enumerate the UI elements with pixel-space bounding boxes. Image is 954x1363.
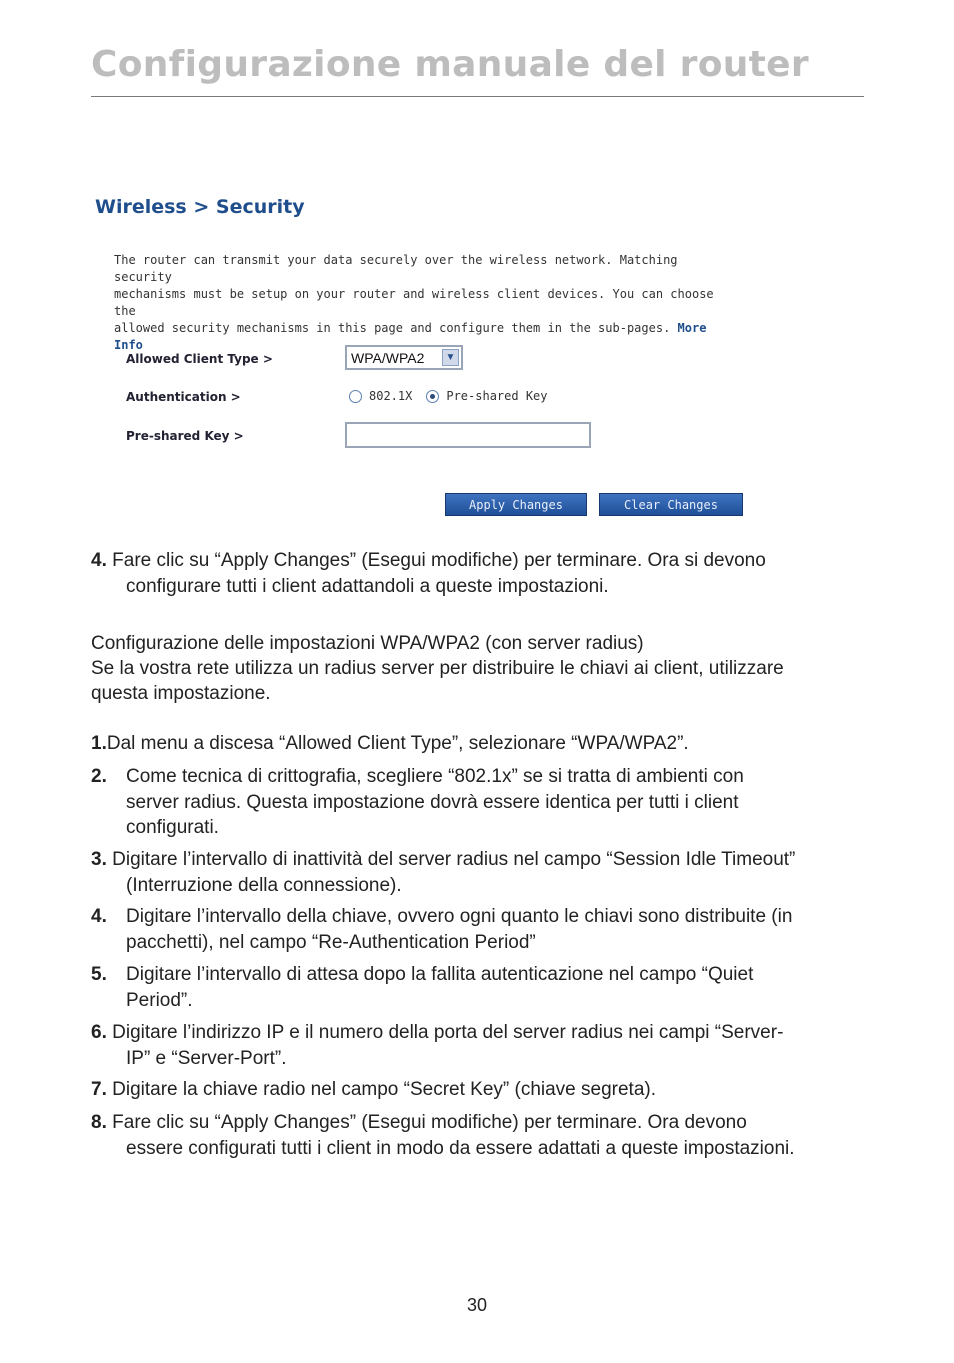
description-line: mechanisms must be setup on your router and wireless client devices. You can choose the xyxy=(114,287,714,318)
step-number: 4. xyxy=(91,906,107,927)
step-text: Fare clic su “Apply Changes” (Esegui modifiche) per terminare. Ora devono xyxy=(112,1112,747,1133)
radio-preshared-key-label: Pre-shared Key xyxy=(446,389,548,403)
step-text: Digitare l’indirizzo IP e il numero della porta del server radius nei campi “Server- xyxy=(112,1022,784,1043)
step-text: Period”. xyxy=(126,989,193,1011)
section-heading: Configurazione delle impostazioni WPA/WPA2 (con server radius) xyxy=(91,633,644,654)
chevron-down-icon[interactable]: ▼ xyxy=(442,349,459,366)
page-number: 30 xyxy=(466,1295,488,1315)
step-4-apply xyxy=(91,548,891,599)
intro-text: questa impostazione. xyxy=(91,683,271,704)
step-number: 5. xyxy=(91,964,107,985)
clear-changes-button[interactable]: Clear Changes xyxy=(599,493,743,516)
list-item xyxy=(91,764,891,841)
step-text: essere configurati tutti i client in modo da essere adattati a queste impostazioni. xyxy=(126,1137,795,1159)
apply-changes-button[interactable]: Apply Changes xyxy=(445,493,587,516)
step-text: Digitare l’intervallo della chiave, ovvero ogni quanto le chiavi sono distribuite (in xyxy=(126,906,793,927)
list-item xyxy=(91,1077,891,1103)
list-item xyxy=(91,962,891,1013)
router-security-screenshot xyxy=(91,190,771,530)
step-text: Digitare l’intervallo di attesa dopo la fallita autenticazione nel campo “Quiet xyxy=(126,964,754,985)
list-item xyxy=(91,1110,891,1161)
authentication-label: Authentication > xyxy=(126,390,241,404)
header-divider xyxy=(91,96,864,97)
list-item xyxy=(91,1020,891,1071)
step-text: (Interruzione della connessione). xyxy=(126,874,402,896)
radio-preshared-key[interactable] xyxy=(426,390,439,403)
step-text: pacchetti), nel campo “Re-Authentication Period” xyxy=(126,931,536,953)
allowed-client-type-label: Allowed Client Type > xyxy=(126,352,273,366)
step-text: server radius. Questa impostazione dovrà essere identica per tutti i client xyxy=(126,791,739,813)
security-description xyxy=(114,252,734,354)
more-info-link[interactable]: More Info xyxy=(114,321,707,352)
step-number: 8. xyxy=(91,1112,107,1133)
breadcrumb: Wireless > Security xyxy=(95,196,305,218)
list-item xyxy=(91,847,891,898)
step-number: 1. xyxy=(91,733,107,754)
step-text: IP” e “Server-Port”. xyxy=(126,1047,287,1069)
step-text: Digitare la chiave radio nel campo “Secret Key” (chiave segreta). xyxy=(112,1079,656,1100)
step-text: Fare clic su “Apply Changes” (Esegui modifiche) per terminare. Ora si devono xyxy=(112,550,766,571)
allowed-client-type-value: WPA/WPA2 xyxy=(351,349,425,366)
step-number: 6. xyxy=(91,1022,107,1043)
step-number: 4. xyxy=(91,550,107,571)
step-number: 2. xyxy=(91,766,107,787)
authentication-options xyxy=(349,389,548,403)
step-number: 3. xyxy=(91,849,107,870)
radio-8021x-label: 802.1X xyxy=(369,389,413,403)
description-line: The router can transmit your data securely over the wireless network. Matching security xyxy=(114,253,678,284)
radius-intro xyxy=(91,631,891,706)
step-text: Come tecnica di crittografia, scegliere “802.1x” se si tratta di ambienti con xyxy=(126,766,744,787)
step-text: Dal menu a discesa “Allowed Client Type”, selezionare “WPA/WPA2”. xyxy=(106,733,689,754)
intro-text: Se la vostra rete utilizza un radius server per distribuire le chiavi ai client, utilizzare xyxy=(91,658,784,679)
radio-8021x[interactable] xyxy=(349,390,362,403)
step-text: Digitare l’intervallo di inattività del server radius nel campo “Session Idle Timeout” xyxy=(112,849,796,870)
list-item xyxy=(91,904,891,955)
step-text: configurare tutti i client adattandoli a queste impostazioni. xyxy=(126,575,609,597)
step-number: 7. xyxy=(91,1079,107,1100)
page-header-title: Configurazione manuale del router xyxy=(91,44,809,85)
step-text: configurati. xyxy=(126,817,219,838)
allowed-client-type-select[interactable] xyxy=(345,345,463,370)
description-line-text: allowed security mechanisms in this page and configure them in the sub-pages. xyxy=(114,321,671,335)
radio-selected-dot xyxy=(430,394,435,399)
preshared-key-input[interactable] xyxy=(345,422,591,448)
list-item xyxy=(91,731,891,757)
preshared-key-label: Pre-shared Key > xyxy=(126,429,244,443)
